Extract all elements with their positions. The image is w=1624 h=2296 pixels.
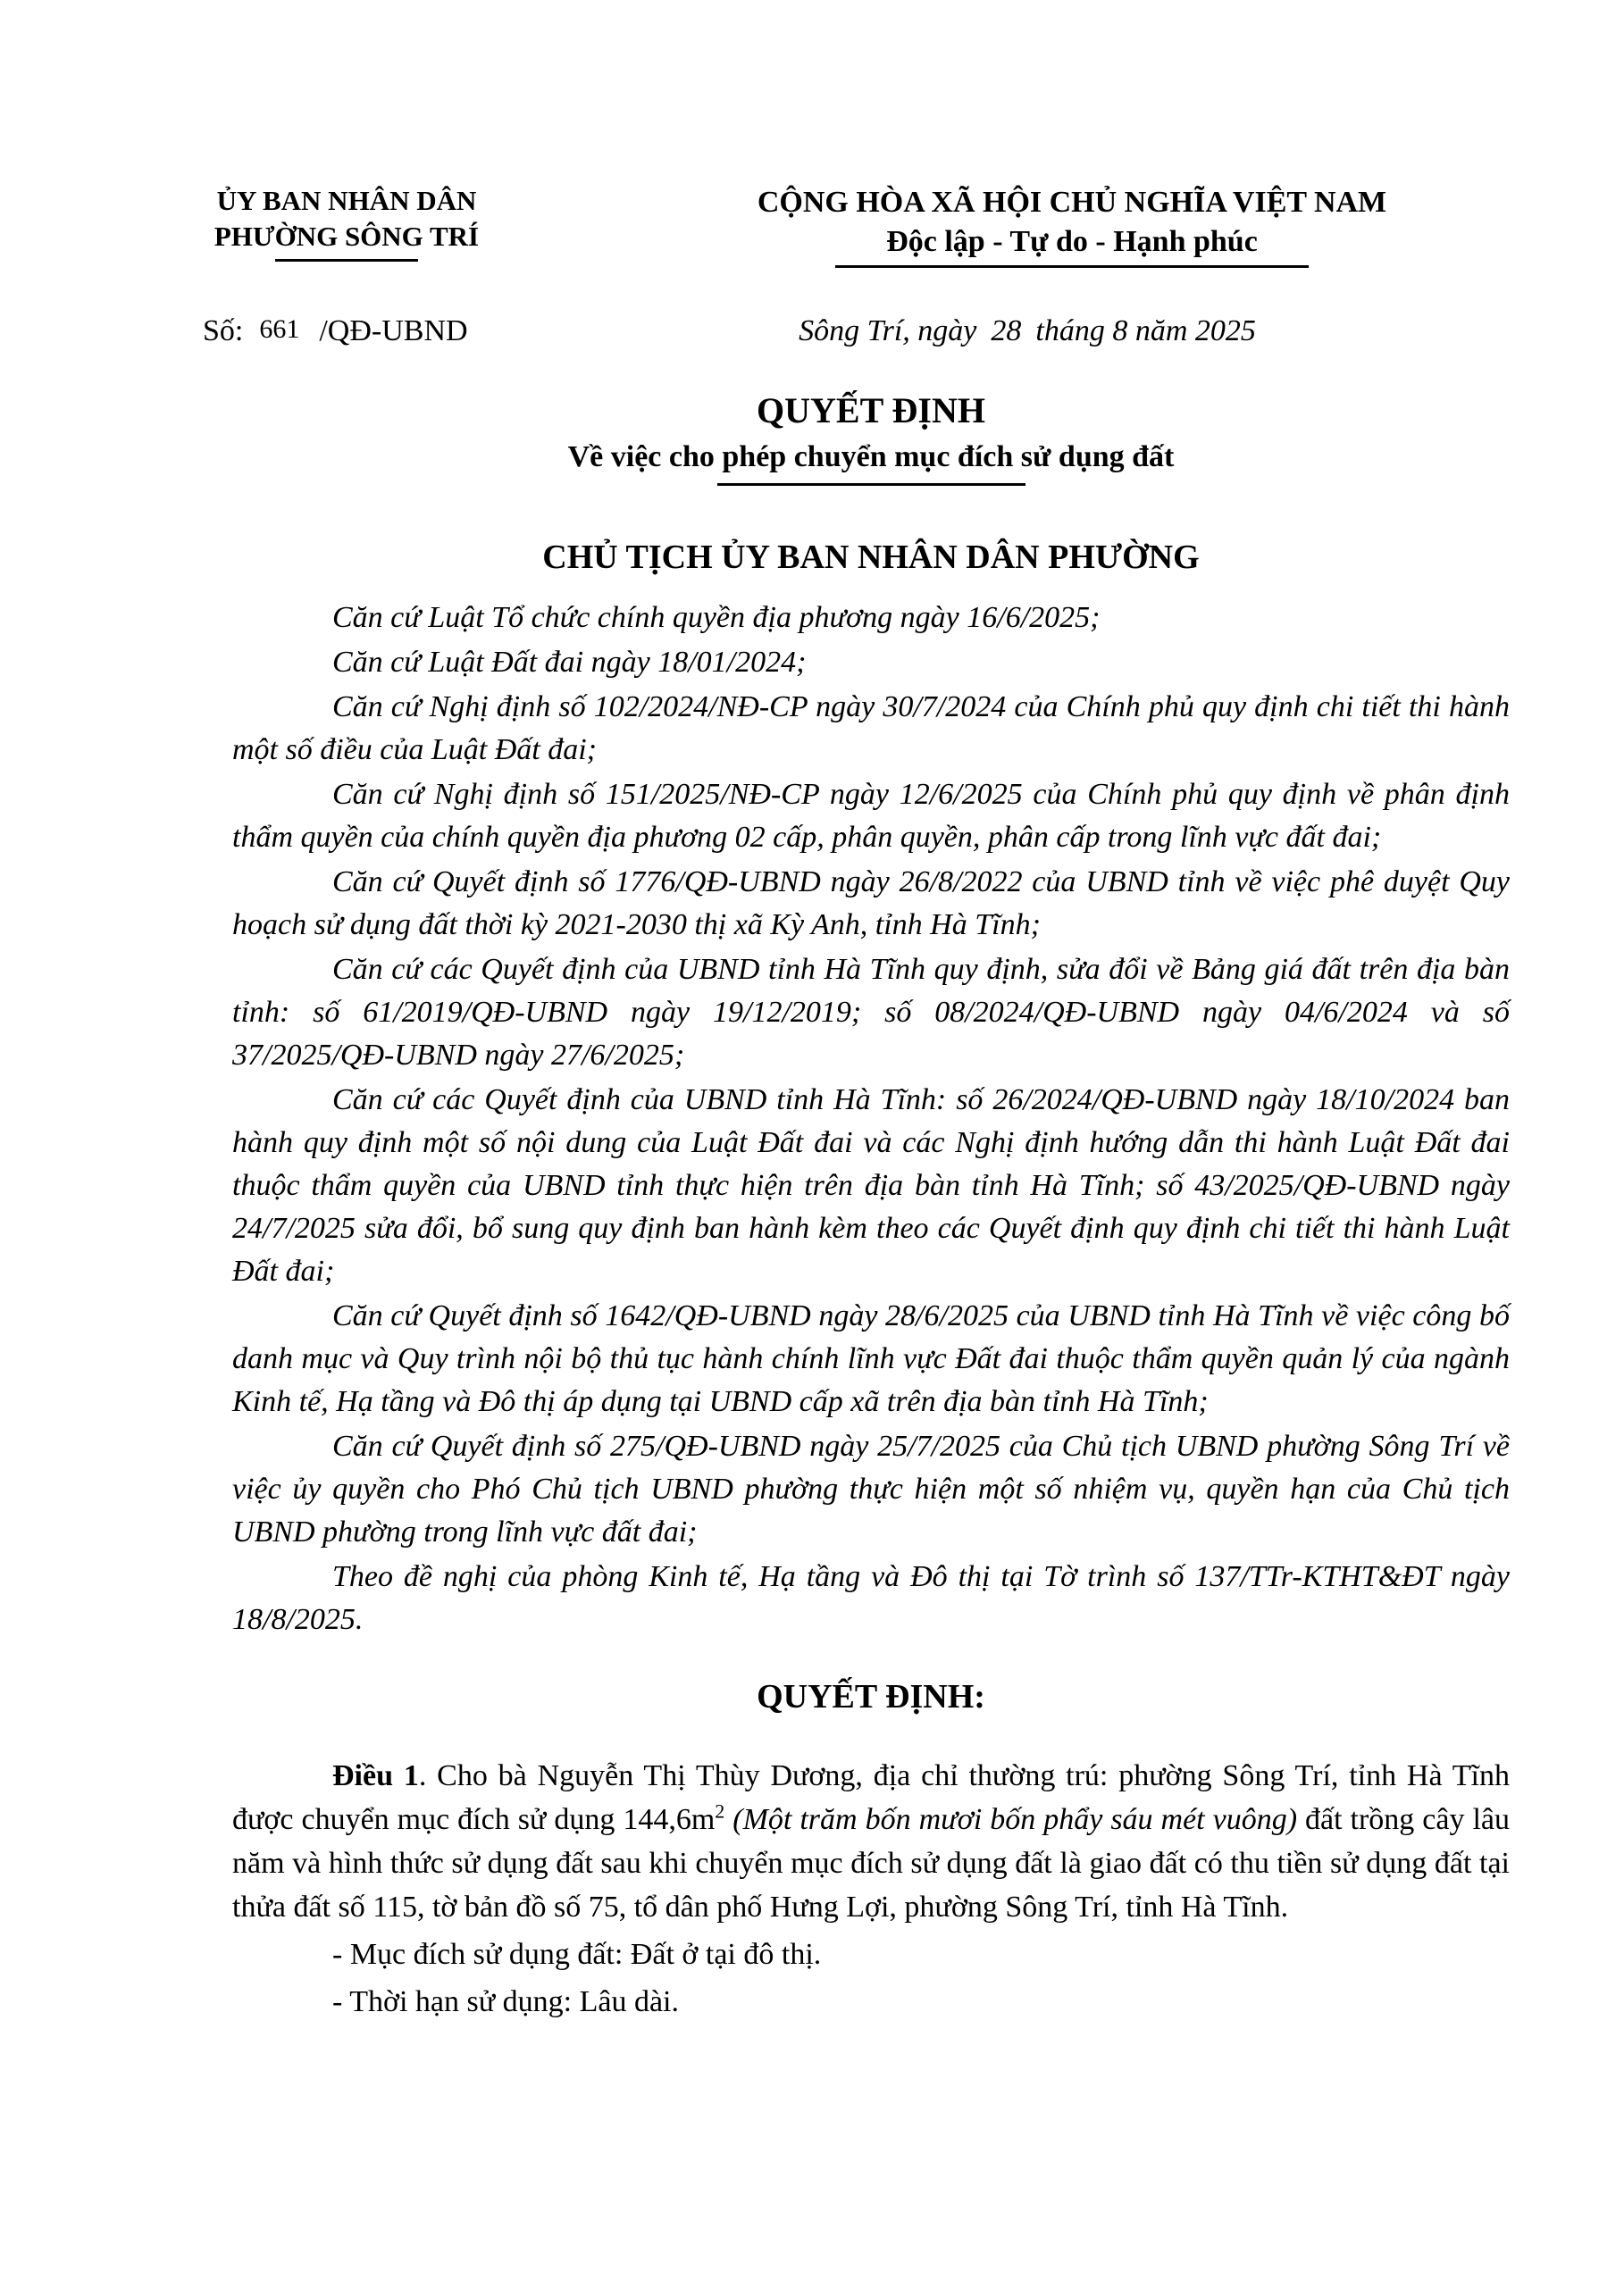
article-1-label: Điều 1 bbox=[332, 1759, 419, 1792]
article-1-amount-in-words: (Một trăm bốn mươi bốn phẩy sáu mét vuông) bbox=[724, 1803, 1298, 1836]
recital-paragraph: Căn cứ Quyết định số 1776/QĐ-UBND ngày 26/8/2022 của UBND tỉnh về việc phê duyệt Quy hoạch sử dụng đất thời kỳ 2021-2030 thị xã Kỳ Anh, tỉnh Hà Tĩnh; bbox=[232, 865, 1510, 941]
doc-number-value: 661 bbox=[259, 314, 300, 344]
article-1-text-continued: đất trồng cây lâu năm và hình thức sử dụng đất sau khi chuyển mục đích sử dụng đất là giao đất có thu tiền sử dụng đất tại thửa đất số 115, tờ bản đồ số 75, tổ dân phố Hưng Lợi, phường Sông Trí, tỉnh Hà Tĩnh. bbox=[232, 1803, 1511, 1924]
recital-paragraph: Căn cứ Quyết định số 275/QĐ-UBND ngày 25/7/2025 của Chủ tịch UBND phường Sông Trí về việc ủy quyền cho Phó Chủ tịch UBND phường thực hiện một số nhiệm vụ, quyền hạn của Chủ tịch UBND phường trong lĩnh vực đất đai; bbox=[232, 1430, 1510, 1549]
national-name-line: CỘNG HÒA XÃ HỘI CHỦ NGHĨA VIỆT NAM bbox=[757, 186, 1387, 219]
recital-paragraph: Căn cứ Nghị định số 102/2024/NĐ-CP ngày 30/7/2024 của Chính phủ quy định chi tiết thi hành một số điều của Luật Đất đai; bbox=[232, 690, 1510, 766]
recital-paragraph: Căn cứ Luật Đất đai ngày 18/01/2024; bbox=[332, 646, 807, 679]
authority-title: CHỦ TỊCH ỦY BAN NHÂN DÂN PHƯỜNG bbox=[542, 539, 1200, 576]
org-underline bbox=[275, 259, 418, 262]
title-block bbox=[232, 390, 1510, 577]
place-date-prefix: Sông Trí, ngày bbox=[799, 314, 977, 347]
doc-number-suffix: /QĐ-UBND bbox=[319, 314, 468, 347]
doc-number-line bbox=[203, 314, 468, 348]
doc-subject-title: Về việc cho phép chuyển mục đích sử dụng đất bbox=[567, 440, 1175, 473]
land-purpose-line: - Mục đích sử dụng đất: Đất ở tại đô thị. bbox=[332, 1938, 822, 1971]
doc-number-label: Số: bbox=[203, 314, 244, 347]
land-duration-line: - Thời hạn sử dụng: Lâu dài. bbox=[332, 1985, 679, 2018]
article-1-text: . Cho bà Nguyễn Thị Thùy Dương, địa chỉ thường trú: phường Sông Trí, tỉnh Hà Tĩnh được chuyển mục đích sử dụng 144,6m bbox=[232, 1759, 1511, 1836]
title-underline bbox=[717, 483, 1025, 486]
square-meter-superscript: 2 bbox=[715, 1799, 725, 1823]
recital-paragraph: Căn cứ Nghị định số 151/2025/NĐ-CP ngày 12/6/2025 của Chính phủ quy định về phân định thẩm quyền của chính quyền địa phương 02 cấp, phân quyền, phân cấp trong lĩnh vực đất đai; bbox=[232, 778, 1510, 854]
org-name-line1: ỦY BAN NHÂN DÂN bbox=[216, 185, 477, 216]
issuing-org-block bbox=[195, 183, 498, 262]
article-1-paragraph bbox=[232, 1754, 1510, 1929]
place-date-suffix: tháng 8 năm 2025 bbox=[1035, 314, 1256, 347]
motto-underline bbox=[835, 265, 1309, 268]
national-motto-line: Độc lập - Tự do - Hạnh phúc bbox=[886, 225, 1258, 258]
recital-paragraph: Căn cứ Quyết định số 1642/QĐ-UBND ngày 28/6/2025 của UBND tỉnh Hà Tĩnh về việc công bố danh mục và Quy trình nội bộ thủ tục hành chính lĩnh vực Đất đai thuộc thẩm quyền quản lý của ngành Kinh tế, Hạ tầng và Đô thị áp dụng tại UBND cấp xã trên địa bàn tỉnh Hà Tĩnh; bbox=[232, 1299, 1510, 1418]
place-date-line bbox=[697, 314, 1358, 348]
recital-paragraph: Căn cứ các Quyết định của UBND tỉnh Hà Tĩnh: số 26/2024/QĐ-UBND ngày 18/10/2024 ban hành quy định một số nội dung của Luật Đất đai và các Nghị định hướng dẫn thi hành Luật Đất đai thuộc thẩm quyền của UBND tỉnh thực hiện trên địa bàn tỉnh Hà Tĩnh; số 43/2025/QĐ-UBND ngày 24/7/2025 sửa đổi, bổ sung quy định ban hành kèm theo các Quyết định quy định chi tiết thi hành Luật Đất đai; bbox=[232, 1083, 1510, 1288]
national-header-block bbox=[666, 183, 1478, 268]
recital-paragraph: Căn cứ các Quyết định của UBND tỉnh Hà Tĩnh quy định, sửa đổi về Bảng giá đất trên địa bàn tỉnh: số 61/2019/QĐ-UBND ngày 19/12/2019; số 08/2024/QĐ-UBND ngày 04/6/2024 và số 37/2025/QĐ-UBND ngày 27/6/2025; bbox=[232, 953, 1510, 1072]
place-date-day: 28 bbox=[991, 314, 1022, 347]
decision-heading: QUYẾT ĐỊNH: bbox=[757, 1678, 985, 1716]
org-name-line2: PHƯỜNG SÔNG TRÍ bbox=[213, 221, 480, 252]
recital-paragraph: Căn cứ Luật Tổ chức chính quyền địa phương ngày 16/6/2025; bbox=[332, 601, 1101, 634]
recital-paragraph: Theo đề nghị của phòng Kinh tế, Hạ tầng và Đô thị tại Tờ trình số 137/TTr-KTHT&ĐT ngày 18/8/2025. bbox=[232, 1560, 1510, 1636]
doc-type-title: QUYẾT ĐỊNH bbox=[757, 390, 985, 430]
document-body bbox=[232, 597, 1510, 2024]
